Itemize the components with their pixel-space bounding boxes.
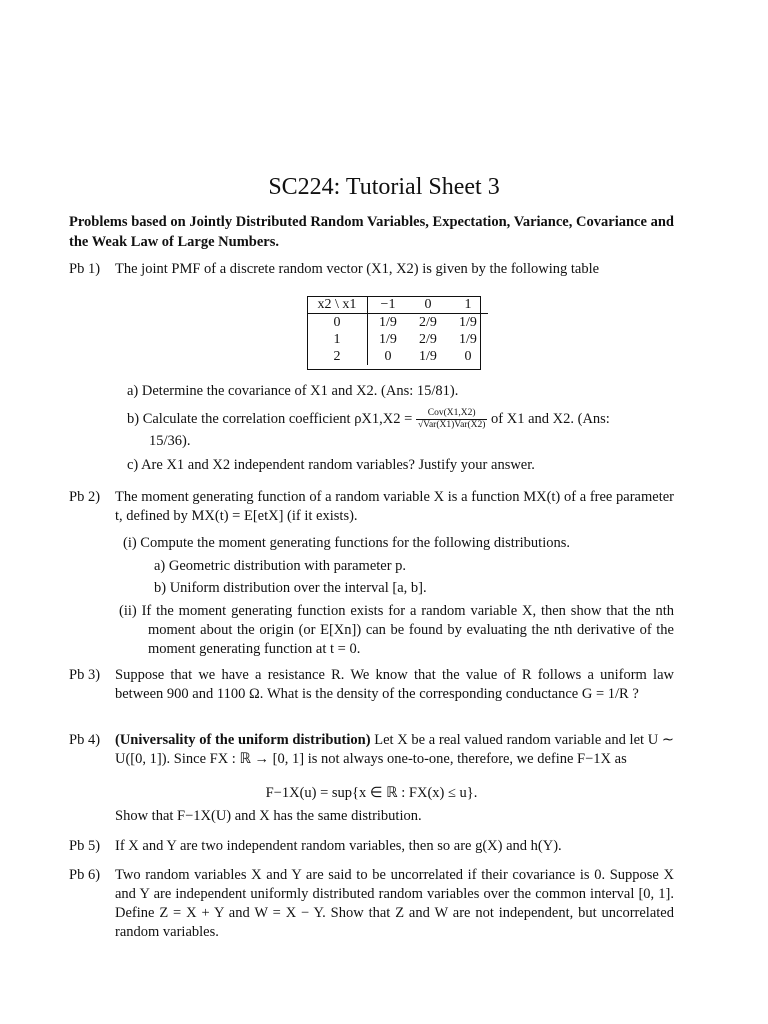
problem-label: Pb 6) (69, 867, 101, 883)
pmf-table (307, 296, 488, 365)
row-header: 1 (307, 331, 368, 348)
problem-4-text: Let X be a real valued random variable and let U ∼ U([0, 1]). Since FX : ℝ → [0, 1] is not always one-to-one, therefore, we define F−1X as (115, 732, 675, 767)
problem-1-b (127, 408, 674, 431)
problem-label: Pb 3) (69, 667, 101, 683)
table-row (307, 348, 488, 365)
table-cell: 1/9 (379, 314, 397, 330)
col-header: 1 (448, 296, 488, 314)
problem-1-c: c) Are X1 and X2 independent random variables? Justify your answer. (127, 457, 535, 473)
problem-2-ib: b) Uniform distribution over the interval [a, b]. (154, 580, 427, 596)
problem-1-intro: The joint PMF of a discrete random vector (X1, X2) is given by the following table (115, 261, 600, 277)
table-cell: 1/9 (419, 348, 437, 364)
problem-2-ia: a) Geometric distribution with parameter p. (154, 558, 407, 574)
sheet-subtitle: Problems based on Jointly Distributed Random Variables, Expectation, Variance, Covariance and the Weak Law of Large Numbers. (69, 214, 674, 250)
problem-label: Pb 5) (69, 838, 101, 854)
table-cell: 2/9 (419, 331, 437, 347)
row-header: 0 (307, 314, 368, 332)
problem-6-text: Two random variables X and Y are said to be uncorrelated if their covariance is 0. Suppose X and Y are independent uniformly distributed random variables over the common interval [0, 1]. Define Z = X + Y and W = X − Y. Show that Z and W are not independent, but uncorrelated random variables. (115, 867, 674, 940)
problem-1 (69, 260, 674, 279)
fraction-denominator: √Var(X1)Var(X2) (417, 420, 486, 430)
fraction-numerator: Cov(X1,X2) (416, 408, 487, 420)
page-title: SC224: Tutorial Sheet 3 (268, 174, 500, 200)
table-row (307, 314, 488, 332)
problem-2 (69, 488, 674, 526)
table-row (307, 331, 488, 348)
problem-3 (69, 666, 674, 704)
problem-1-b-text: b) Calculate the correlation coefficient ρX1,X2 = (127, 410, 413, 427)
table-cell: 1/9 (459, 331, 477, 347)
col-header: 0 (408, 296, 448, 314)
problem-2-ii (119, 602, 674, 659)
table-cell: 1/9 (459, 314, 477, 330)
correlation-fraction (416, 408, 487, 431)
problem-label: Pb 4) (69, 732, 101, 748)
problem-1-b-answer: 15/36). (149, 433, 191, 449)
problem-2-ii-text: (ii) If the moment generating function exists for a random variable X, then show that the nth moment about the origin (or E[Xn]) can be found by evaluating the nth derivative of the moment generating function at t = 0. (119, 603, 674, 657)
problem-5 (69, 837, 674, 856)
problem-1-b-tail: of X1 and X2. (Ans: (491, 410, 610, 427)
problem-4-equation: F−1X(u) = sup{x ∈ ℝ : FX(x) ≤ u}. (265, 785, 478, 801)
table-cell: 0 (464, 348, 472, 364)
problem-label: Pb 2) (69, 489, 101, 505)
problem-2-intro: The moment generating function of a random variable X is a function MX(t) of a free parameter t, defined by MX(t) = E[etX] (if it exists). (115, 489, 674, 524)
problem-4-body (115, 731, 674, 769)
problem-label: Pb 1) (69, 261, 101, 277)
problem-4 (69, 731, 674, 769)
problem-4-show: Show that F−1X(U) and X has the same distribution. (115, 808, 422, 824)
problem-4-heading: (Universality of the uniform distribution) (115, 732, 371, 748)
col-header: −1 (368, 296, 409, 314)
problem-2-i: (i) Compute the moment generating functions for the following distributions. (123, 535, 571, 551)
table-cell: 2/9 (419, 314, 437, 330)
table-cell: 1/9 (379, 331, 397, 347)
problem-1-a: a) Determine the covariance of X1 and X2. (Ans: 15/81). (127, 383, 459, 399)
table-corner: x2 \ x1 (307, 296, 368, 314)
problem-5-text: If X and Y are two independent random variables, then so are g(X) and h(Y). (115, 838, 562, 854)
problem-6 (69, 866, 674, 942)
table-cell: 0 (384, 348, 392, 364)
row-header: 2 (307, 348, 368, 365)
problem-3-text: Suppose that we have a resistance R. We know that the value of R follows a uniform law between 900 and 1100 Ω. What is the density of the corresponding conductance G = 1/R ? (115, 667, 674, 702)
